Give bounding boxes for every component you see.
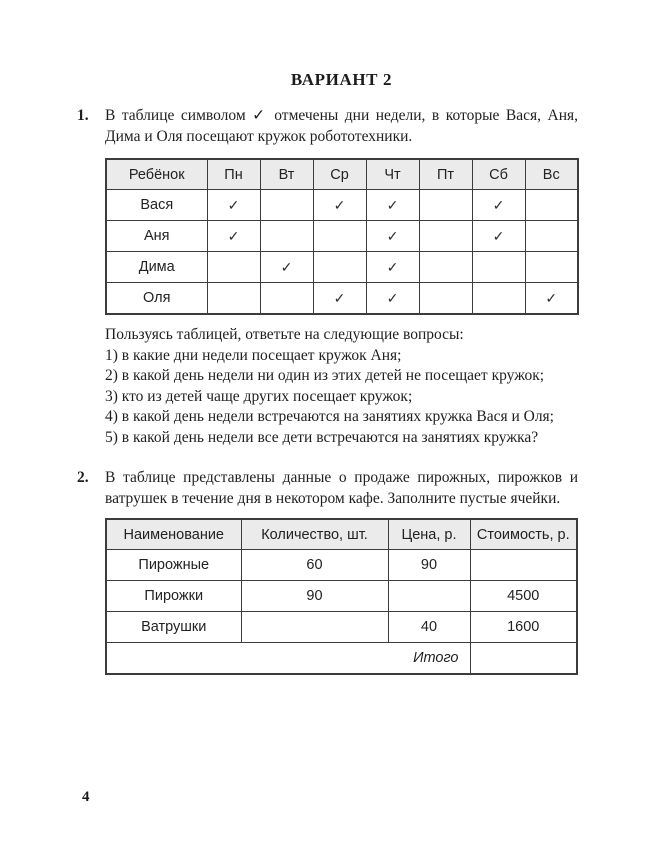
problem-2-number: 2.: [77, 469, 89, 486]
item-name-cell: Пирожки: [106, 581, 241, 612]
header-fri: Пт: [419, 159, 472, 190]
price-cell: [388, 581, 470, 612]
attendance-header-row: [106, 159, 578, 190]
quantity-cell: [241, 612, 388, 643]
header-mon: Пн: [207, 159, 260, 190]
table-row-dima: [106, 252, 578, 283]
header-sun: Вс: [525, 159, 578, 190]
check-cell: ✓: [366, 190, 419, 221]
check-cell: ✓: [207, 190, 260, 221]
price-cell: 40: [388, 612, 470, 643]
total-label-cell: Итого: [106, 643, 470, 675]
check-cell: ✓: [207, 221, 260, 252]
header-thu: Чт: [366, 159, 419, 190]
table-row-vatrushki: [106, 612, 577, 643]
sales-header-row: [106, 519, 577, 550]
question-3: 3) кто из детей чаще других посещает кружок;: [105, 387, 413, 405]
check-cell: ✓: [472, 190, 525, 221]
quantity-cell: 90: [241, 581, 388, 612]
table-row-olya: [106, 283, 578, 315]
header-tue: Вт: [260, 159, 313, 190]
table-row-cakes: [106, 550, 577, 581]
check-cell: [525, 252, 578, 283]
problem-1: [77, 105, 578, 448]
check-cell: [260, 221, 313, 252]
check-cell: ✓: [366, 252, 419, 283]
check-cell: [419, 283, 472, 315]
check-cell: ✓: [366, 221, 419, 252]
check-cell: [207, 252, 260, 283]
cost-cell: [470, 550, 577, 581]
variant-title: ВАРИАНТ 2: [290, 70, 393, 89]
check-cell: [260, 190, 313, 221]
attendance-table: [105, 158, 579, 315]
header-cost: Стоимость, р.: [470, 519, 577, 550]
problem-2-text: В таблице представлены данные о продаже пирожных, пирожков и ватрушек в течение дня в некотором кафе. Заполните пустые ячейки.: [105, 469, 578, 507]
question-5: 5) в какой день недели все дети встречаются на занятиях кружка?: [105, 428, 539, 446]
check-cell: [419, 252, 472, 283]
question-2: 2) в какой день недели ни один из этих детей не посещает кружок;: [105, 367, 545, 384]
item-name-cell: Ватрушки: [106, 612, 241, 643]
header-price: Цена, р.: [388, 519, 470, 550]
question-4: 4) в какой день недели встречаются на занятиях кружка Вася и Оля;: [105, 408, 554, 425]
cost-cell: 4500: [470, 581, 577, 612]
child-name-cell: Вася: [106, 190, 207, 221]
header-child: Ребёнок: [106, 159, 207, 190]
table-row-vasya: [106, 190, 578, 221]
questions-block: [105, 325, 578, 448]
check-cell: [313, 252, 366, 283]
check-cell: [207, 283, 260, 315]
header-wed: Ср: [313, 159, 366, 190]
check-cell: [525, 221, 578, 252]
check-cell: ✓: [525, 283, 578, 315]
total-value-cell: [470, 643, 577, 675]
sales-table: [105, 518, 578, 675]
table-row-total: [106, 643, 577, 675]
check-cell: ✓: [313, 283, 366, 315]
check-cell: ✓: [472, 221, 525, 252]
price-cell: 90: [388, 550, 470, 581]
header-sat: Сб: [472, 159, 525, 190]
page-number: 4: [82, 789, 90, 805]
child-name-cell: Аня: [106, 221, 207, 252]
table-row-anya: [106, 221, 578, 252]
child-name-cell: Оля: [106, 283, 207, 315]
cost-cell: 1600: [470, 612, 577, 643]
check-cell: [472, 283, 525, 315]
item-name-cell: Пирожные: [106, 550, 241, 581]
problem-2: [77, 467, 578, 675]
quantity-cell: 60: [241, 550, 388, 581]
check-cell: [313, 221, 366, 252]
check-cell: ✓: [313, 190, 366, 221]
check-cell: ✓: [366, 283, 419, 315]
question-1: 1) в какие дни недели посещает кружок Аня;: [105, 346, 402, 364]
problem-1-number: 1.: [77, 107, 89, 124]
questions-intro: Пользуясь таблицей, ответьте на следующие вопросы:: [105, 326, 464, 343]
page-content: [77, 70, 578, 685]
check-cell: [419, 190, 472, 221]
problem-1-text: В таблице символом ✓ отмечены дни недели, в которые Вася, Аня, Дима и Оля посещают кружок робототехники.: [105, 107, 578, 145]
table-row-pies: [106, 581, 577, 612]
header-quantity: Количество, шт.: [241, 519, 388, 550]
check-cell: [472, 252, 525, 283]
check-cell: [525, 190, 578, 221]
check-cell: [260, 283, 313, 315]
check-cell: [419, 221, 472, 252]
header-item: Наименование: [106, 519, 241, 550]
child-name-cell: Дима: [106, 252, 207, 283]
check-cell: ✓: [260, 252, 313, 283]
